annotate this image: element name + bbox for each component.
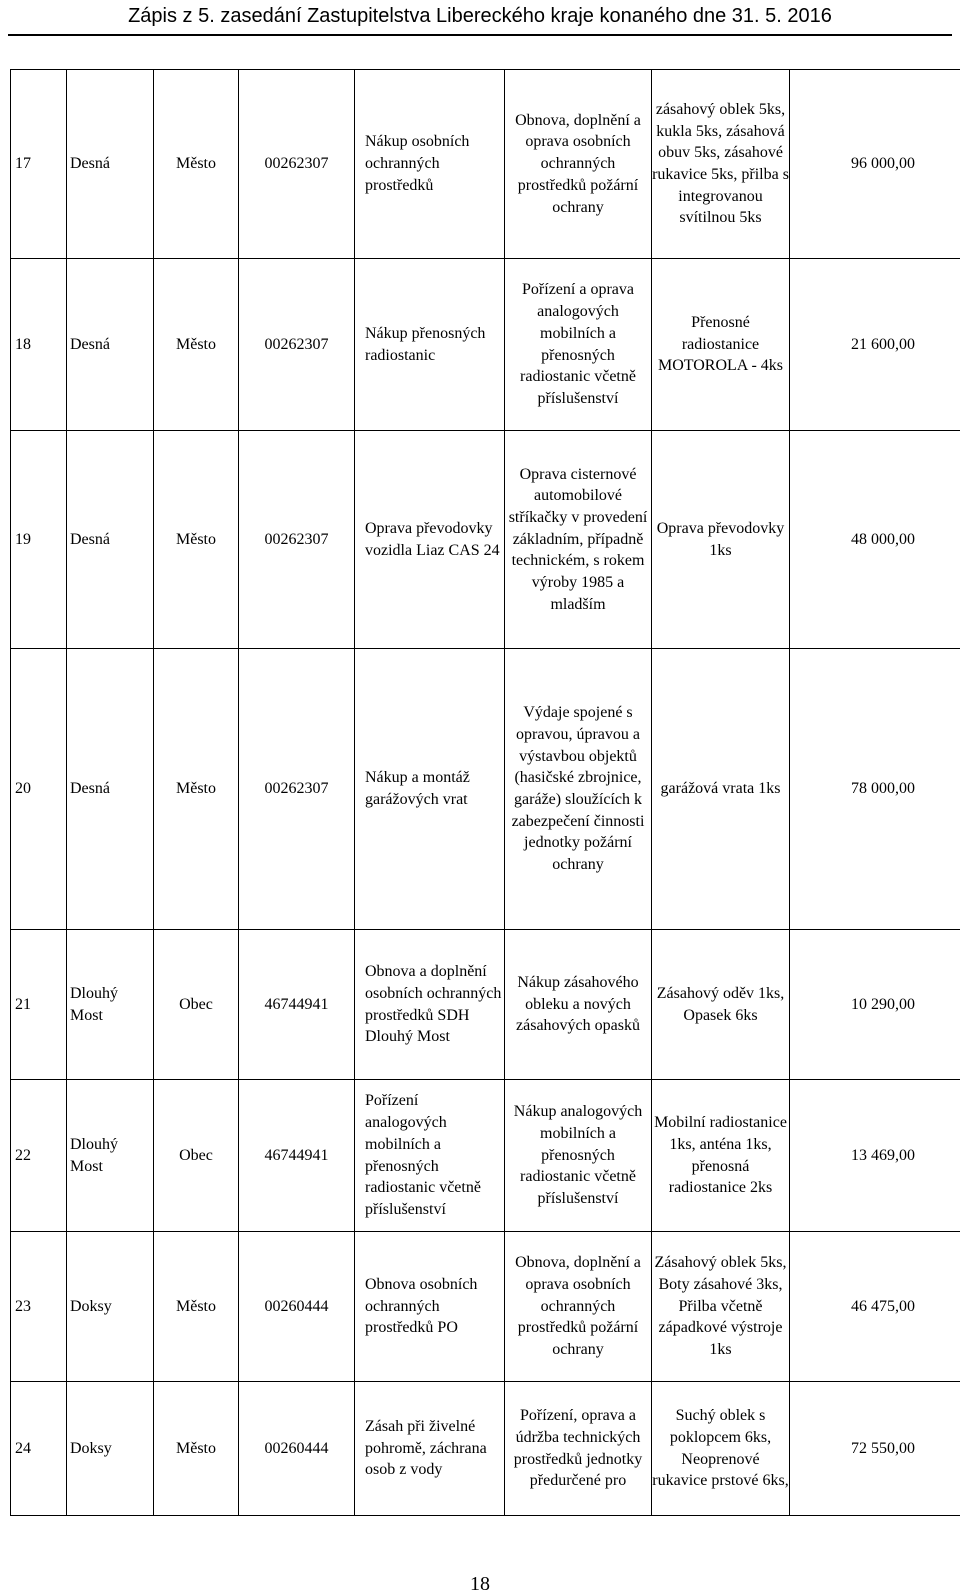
- grant-amount: 13 469,00: [790, 1080, 960, 1232]
- table-row: [11, 259, 960, 431]
- applicant-id: 00262307: [239, 259, 355, 431]
- project-items: garážová vrata 1ks: [652, 649, 790, 930]
- row-number: 24: [11, 1382, 67, 1516]
- project-purpose: Oprava převodovky vozidla Liaz CAS 24: [355, 431, 505, 649]
- project-purpose: Nákup přenosných radiostanic: [355, 259, 505, 431]
- project-items: Suchý oblek s poklopcem 6ks, Neoprenové rukavice prstové 6ks,: [652, 1382, 790, 1516]
- row-number: 17: [11, 70, 67, 259]
- project-items: Přenosné radiostanice MOTOROLA - 4ks: [652, 259, 790, 431]
- table-row: [11, 930, 960, 1080]
- applicant-id: 46744941: [239, 1080, 355, 1232]
- project-description: Nákup zásahového obleku a nových zásahových opasků: [505, 930, 652, 1080]
- page-number: 18: [0, 1572, 960, 1596]
- table-row: [11, 1232, 960, 1382]
- grant-amount: 78 000,00: [790, 649, 960, 930]
- document-header: Zápis z 5. zasedání Zastupitelstva Libereckého kraje konaného dne 31. 5. 2016: [0, 0, 960, 34]
- project-description: Obnova, doplnění a oprava osobních ochranných prostředků požární ochrany: [505, 1232, 652, 1382]
- table-row: [11, 70, 960, 259]
- grant-amount: 46 475,00: [790, 1232, 960, 1382]
- row-number: 19: [11, 431, 67, 649]
- applicant-name: Desná: [67, 70, 154, 259]
- applicant-type: Město: [154, 70, 239, 259]
- project-purpose: Zásah při živelné pohromě, záchrana osob z vody: [355, 1382, 505, 1516]
- applicant-type: Město: [154, 259, 239, 431]
- row-number: 21: [11, 930, 67, 1080]
- project-description: Obnova, doplnění a oprava osobních ochranných prostředků požární ochrany: [505, 70, 652, 259]
- applicant-id: 00262307: [239, 649, 355, 930]
- grant-amount: 48 000,00: [790, 431, 960, 649]
- applicant-type: Město: [154, 1232, 239, 1382]
- applicant-id: 00262307: [239, 431, 355, 649]
- project-purpose: Pořízení analogových mobilních a přenosných radiostanic včetně příslušenství: [355, 1080, 505, 1232]
- table-row: [11, 649, 960, 930]
- project-purpose: Nákup a montáž garážových vrat: [355, 649, 505, 930]
- row-number: 22: [11, 1080, 67, 1232]
- project-items: Zásahový oděv 1ks, Opasek 6ks: [652, 930, 790, 1080]
- project-items: Zásahový oblek 5ks, Boty zásahové 3ks, Přilba včetně západkové výstroje 1ks: [652, 1232, 790, 1382]
- grant-amount: 21 600,00: [790, 259, 960, 431]
- applicant-id: 00260444: [239, 1382, 355, 1516]
- applicant-name: Doksy: [67, 1382, 154, 1516]
- project-items: Oprava převodovky 1ks: [652, 431, 790, 649]
- grant-amount: 10 290,00: [790, 930, 960, 1080]
- row-number: 20: [11, 649, 67, 930]
- row-number: 23: [11, 1232, 67, 1382]
- header-divider: [8, 34, 952, 36]
- table-row: [11, 1382, 960, 1516]
- applicant-name: Desná: [67, 259, 154, 431]
- applicant-name: Desná: [67, 431, 154, 649]
- project-purpose: Nákup osobních ochranných prostředků: [355, 70, 505, 259]
- applicant-type: Město: [154, 431, 239, 649]
- applicant-name: Dlouhý Most: [67, 930, 154, 1080]
- project-description: Pořízení a oprava analogových mobilních a přenosných radiostanic včetně příslušenství: [505, 259, 652, 431]
- row-number: 18: [11, 259, 67, 431]
- applicant-name: Dlouhý Most: [67, 1080, 154, 1232]
- applicant-id: 00262307: [239, 70, 355, 259]
- applicant-type: Obec: [154, 1080, 239, 1232]
- project-purpose: Obnova a doplnění osobních ochranných prostředků SDH Dlouhý Most: [355, 930, 505, 1080]
- project-description: Oprava cisternové automobilové stříkačky v provedení základním, případně technickém, s rokem výroby 1985 a mladším: [505, 431, 652, 649]
- applicant-id: 00260444: [239, 1232, 355, 1382]
- applicant-name: Doksy: [67, 1232, 154, 1382]
- table-row: [11, 431, 960, 649]
- project-purpose: Obnova osobních ochranných prostředků PO: [355, 1232, 505, 1382]
- applicant-name: Desná: [67, 649, 154, 930]
- grant-amount: 72 550,00: [790, 1382, 960, 1516]
- project-description: Výdaje spojené s opravou, úpravou a výstavbou objektů (hasičské zbrojnice, garáže) sloužících k zabezpečení činnosti jednotky požární ochrany: [505, 649, 652, 930]
- applicant-type: Obec: [154, 930, 239, 1080]
- applicant-type: Město: [154, 649, 239, 930]
- applicant-id: 46744941: [239, 930, 355, 1080]
- grant-amount: 96 000,00: [790, 70, 960, 259]
- project-items: Mobilní radiostanice 1ks, anténa 1ks, přenosná radiostanice 2ks: [652, 1080, 790, 1232]
- project-items: zásahový oblek 5ks, kukla 5ks, zásahová obuv 5ks, zásahové rukavice 5ks, přilba s integrovanou svítilnou 5ks: [652, 70, 790, 259]
- grant-table: [10, 69, 960, 1516]
- project-description: Pořízení, oprava a údržba technických prostředků jednotky předurčené pro: [505, 1382, 652, 1516]
- table-row: [11, 1080, 960, 1232]
- applicant-type: Město: [154, 1382, 239, 1516]
- project-description: Nákup analogových mobilních a přenosných radiostanic včetně příslušenství: [505, 1080, 652, 1232]
